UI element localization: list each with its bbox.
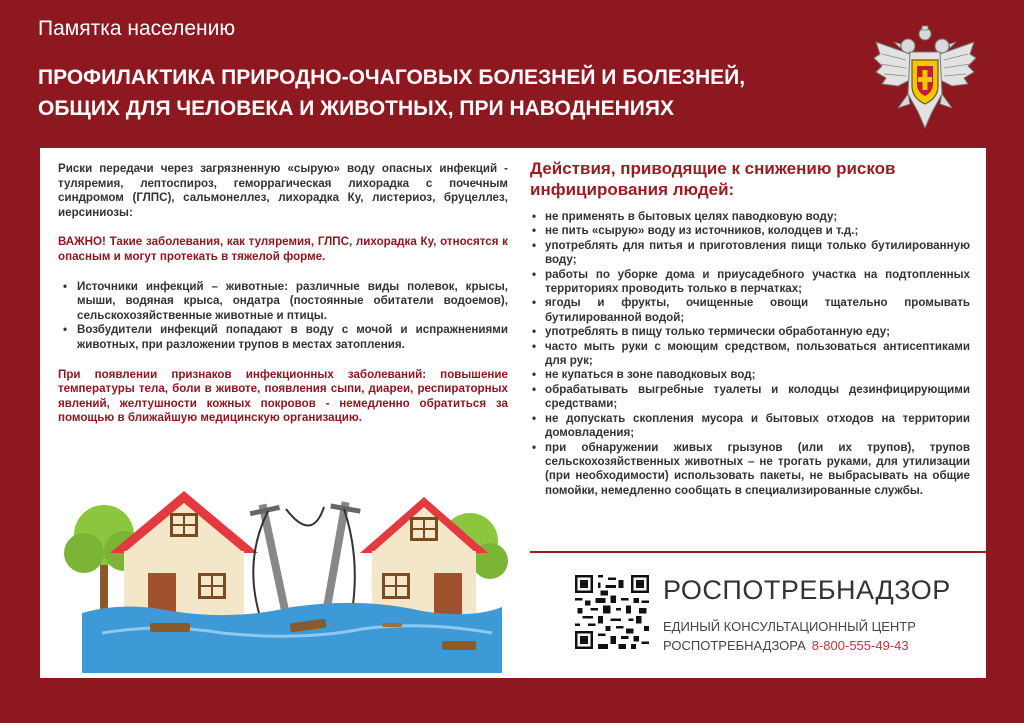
list-item: • не купаться в зоне паводковых вод; [530, 368, 970, 382]
double-headed-eagle-emblem-icon [870, 24, 980, 134]
list-item: • употреблять для питья и приготовления пищи только бутилированную воду; [530, 239, 970, 268]
list-item: • не пить «сырую» воду из источников, колодцев и т.д.; [530, 224, 970, 238]
list-item: • обрабатывать выгребные туалеты и колодцы дезинфицирующими средствами; [530, 383, 970, 412]
flooded-houses-illustration [62, 473, 512, 673]
prevention-heading: Действия, приводящие к снижению рисков инфицирования людей: [530, 159, 896, 199]
poster-title-line-1: ПРОФИЛАКТИКА ПРИРОДНО-ОЧАГОВЫХ БОЛЕЗНЕЙ И БОЛЕЗНЕЙ, [38, 66, 746, 89]
list-item: • не применять в бытовых целях паводковую воду; [530, 210, 970, 224]
list-item: • при обнаружении живых грызунов (или их трупов), трупов сельскохозяйственных животных – не трогать руками, для утилизации (при необходимости) использовать пакеты, не выбрасывать на общие помойки, немедленно сообщать в специализированные службы. [530, 441, 970, 499]
important-note [58, 235, 508, 264]
qr-code-icon[interactable] [575, 575, 649, 649]
list-item: • часто мыть руки с моющим средством, пользоваться антисептиками для рук; [530, 340, 970, 369]
risk-intro-text: Риски передачи через загрязненную «сырую» воду опасных инфекций - туляремия, лептоспироз, геморрагическая лихорадка с почечным синдромом (ГЛПС), сальмонеллез, лихорадка Ку, листериоз, бруцеллез, иерсиниозы: [58, 162, 508, 219]
consult-center-org: РОСПОТРЕБНАДЗОРА [663, 638, 806, 653]
consult-center-label-2 [663, 638, 909, 653]
list-item: • Источники инфекций – животные: различные виды полевок, крысы, мыши, водяная крыса, ондатра (постоянные обитатели водоемов), сельскохозяйственные животные и птицы. [63, 280, 508, 324]
poster-subtitle: Памятка населению [38, 17, 236, 40]
content-panel [40, 148, 986, 678]
list-item: • употреблять в пищу только термически обработанную еду; [530, 325, 970, 339]
brand-name: РОСПОТРЕБНАДЗОР [663, 575, 951, 605]
list-item: • Возбудители инфекций попадают в воду с мочой и испражнениями животных, при разложении трупов в местах затопления. [63, 323, 508, 352]
hotline-phone[interactable]: 8-800-555-49-43 [811, 638, 909, 653]
important-label: ВАЖНО [58, 235, 103, 249]
contact-footer [575, 573, 985, 668]
poster-title-line-2: ОБЩИХ ДЛЯ ЧЕЛОВЕКА И ЖИВОТНЫХ, ПРИ НАВОДНЕНИЯХ [38, 97, 674, 120]
footer-divider [530, 551, 986, 553]
prevention-actions-column [530, 158, 970, 498]
important-text: ! Такие заболевания, как туляремия, ГЛПС, лихорадка Ку, относятся к опасным и могут протекать в тяжелой форме. [58, 235, 508, 263]
list-item: • не допускать скопления мусора и бытовых отходов на территории домовладения; [530, 412, 970, 441]
list-item: • ягоды и фрукты, очищенные овощи тщательно промывать бутилированной водой; [530, 296, 970, 325]
risk-info-column [58, 162, 508, 426]
infection-source-list [63, 280, 508, 353]
symptom-warning-text: При появлении признаков инфекционных заболеваний: повышение температуры тела, боли в животе, появления сыпи, диареи, респираторных явлений, желтушности кожных покровов - немедленно обратиться за помощью в ближайшую медицинскую организацию. [58, 367, 508, 425]
prevention-list [530, 210, 970, 498]
list-item: • работы по уборке дома и приусадебного участка на подтопленных территориях проводить только в перчатках; [530, 268, 970, 297]
consult-center-label: ЕДИНЫЙ КОНСУЛЬТАЦИОННЫЙ ЦЕНТР [663, 619, 916, 634]
poster-title [38, 62, 858, 124]
